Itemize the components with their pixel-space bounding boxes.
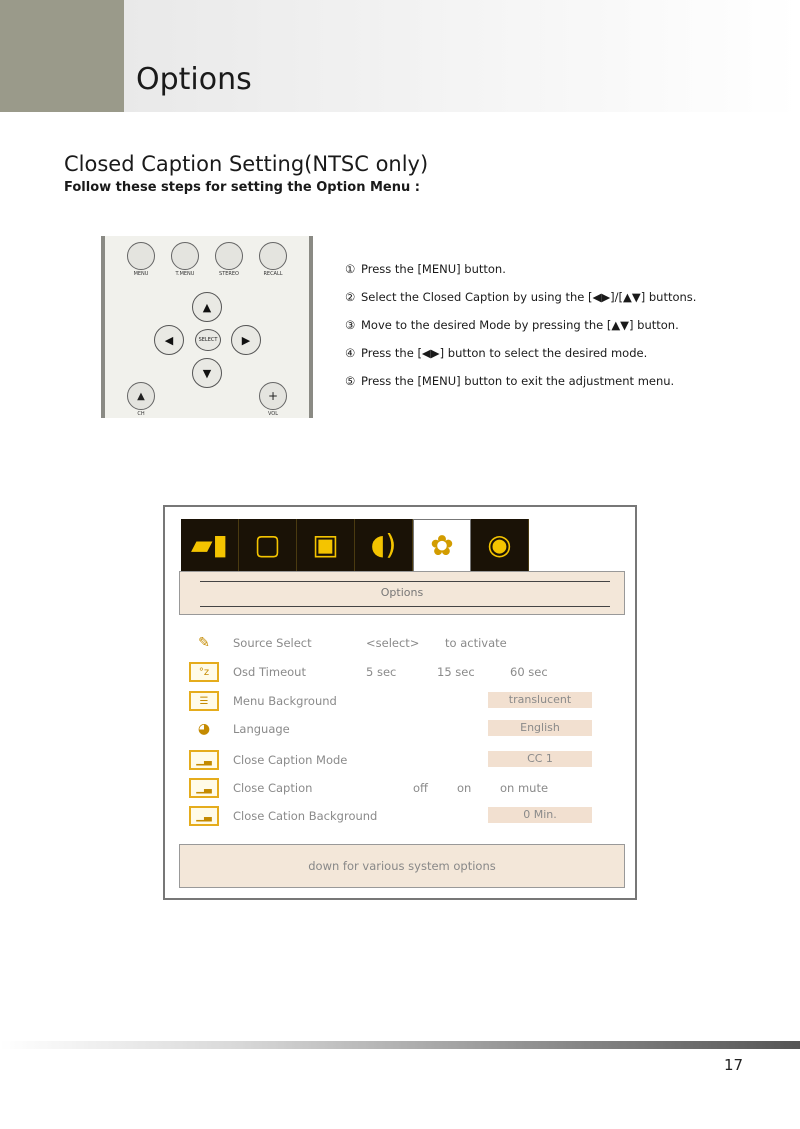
right-arrow-icon: ▶ — [231, 325, 261, 355]
page-number: 17 — [724, 1056, 744, 1074]
step-text: Select the Closed Caption by using the [◀▶]/[▲▼] buttons. — [361, 290, 697, 304]
step-text: Press the [MENU] button. — [361, 262, 506, 276]
options-icon: ✿ — [430, 528, 454, 562]
caption-option-on-mute[interactable]: on mute — [500, 781, 549, 795]
step-text: Press the [◀▶] button to select the desired mode. — [361, 346, 648, 360]
screen-icon: ▣ — [312, 528, 339, 561]
vol-label: VOL — [267, 411, 279, 417]
osd-heading-bar — [179, 571, 625, 615]
source-activate-text: to activate — [445, 636, 507, 650]
row-label: Menu Background — [233, 694, 337, 708]
row-label: Language — [233, 722, 290, 736]
stereo-button-icon — [215, 242, 243, 270]
menu-button-label: MENU — [133, 271, 149, 277]
picture-icon: ▢ — [254, 528, 281, 561]
step-item — [345, 260, 775, 288]
caption-icon: ▁▃ — [189, 806, 219, 826]
select-button-label: SELECT — [198, 337, 218, 343]
menu-button-icon — [127, 242, 155, 270]
row-osd-timeout[interactable] — [185, 662, 605, 684]
source-icon: ✎ — [198, 635, 210, 651]
globe-icon: ◕ — [197, 721, 211, 737]
step-item — [345, 344, 775, 372]
timeout-option-15[interactable]: 15 sec — [437, 665, 475, 679]
speaker-icon: ◖) — [370, 528, 397, 561]
select-button-icon — [195, 329, 221, 351]
row-label: Close Caption Mode — [233, 753, 348, 767]
row-label: Osd Timeout — [233, 665, 306, 679]
remote-control-illustration — [101, 236, 313, 418]
tab-setup[interactable] — [471, 519, 529, 571]
timeout-option-60[interactable]: 60 sec — [510, 665, 548, 679]
step-item — [345, 316, 775, 344]
row-source-select[interactable] — [185, 633, 605, 655]
timeout-option-5[interactable]: 5 sec — [366, 665, 397, 679]
source-select-value[interactable]: <select> — [366, 636, 420, 650]
row-close-caption-mode[interactable] — [185, 750, 605, 772]
tab-input[interactable] — [181, 519, 239, 571]
down-arrow-icon: ▼ — [192, 358, 222, 388]
tmenu-button-icon — [171, 242, 199, 270]
divider — [200, 581, 610, 582]
step-text: Move to the desired Mode by pressing the [▲▼] button. — [361, 318, 679, 332]
step-text: Press the [MENU] button to exit the adjustment menu. — [361, 374, 675, 388]
menu-background-value[interactable]: translucent — [488, 692, 592, 708]
osd-menu-screenshot — [163, 505, 637, 900]
timer-icon: °z — [189, 662, 219, 682]
osd-help-text: down for various system options — [179, 844, 625, 888]
tab-screen[interactable] — [297, 519, 355, 571]
caption-option-on[interactable]: on — [457, 781, 472, 795]
row-close-caption-background[interactable] — [185, 806, 605, 828]
ch-up-icon: ▲ — [127, 382, 155, 410]
recall-button-label: RECALL — [263, 271, 283, 277]
left-arrow-icon: ◀ — [154, 325, 184, 355]
section-subtitle: Follow these steps for setting the Option Menu : — [64, 180, 420, 195]
page-title: Options — [136, 62, 252, 97]
divider — [200, 606, 610, 607]
tmenu-button-label: T.MENU — [175, 271, 195, 277]
caption-mode-value[interactable]: CC 1 — [488, 751, 592, 767]
caption-icon: ▁▃ — [189, 750, 219, 770]
up-arrow-icon: ▲ — [192, 292, 222, 322]
osd-heading: Options — [380, 586, 424, 599]
language-value[interactable]: English — [488, 720, 592, 736]
tab-picture[interactable] — [239, 519, 297, 571]
setup-icon: ◉ — [487, 528, 512, 561]
steps-list — [345, 260, 775, 400]
row-language[interactable] — [185, 719, 605, 741]
row-close-caption[interactable] — [185, 778, 605, 800]
step-number: ④ — [345, 346, 356, 360]
step-number: ① — [345, 262, 356, 276]
input-source-icon: ▰▮ — [191, 528, 228, 561]
row-label: Close Caption — [233, 781, 313, 795]
caption-background-value[interactable]: 0 Min. — [488, 807, 592, 823]
step-number: ⑤ — [345, 374, 356, 388]
row-label: Close Cation Background — [233, 809, 378, 823]
footer-bar — [0, 1041, 800, 1049]
stereo-button-label: STEREO — [219, 271, 239, 277]
vol-up-icon: + — [259, 382, 287, 410]
step-item — [345, 372, 775, 400]
step-number: ② — [345, 290, 356, 304]
caption-icon: ▁▃ — [189, 778, 219, 798]
row-menu-background[interactable] — [185, 691, 605, 713]
menu-background-icon: ☰ — [189, 691, 219, 711]
step-number: ③ — [345, 318, 356, 332]
tab-sound[interactable] — [355, 519, 413, 571]
step-item — [345, 288, 775, 316]
row-label: Source Select — [233, 636, 312, 650]
caption-option-off[interactable]: off — [413, 781, 428, 795]
recall-button-icon — [259, 242, 287, 270]
header-accent-block — [0, 0, 124, 112]
section-title: Closed Caption Setting(NTSC only) — [64, 152, 429, 176]
ch-label: CH — [137, 411, 145, 417]
tab-options[interactable] — [413, 519, 471, 571]
